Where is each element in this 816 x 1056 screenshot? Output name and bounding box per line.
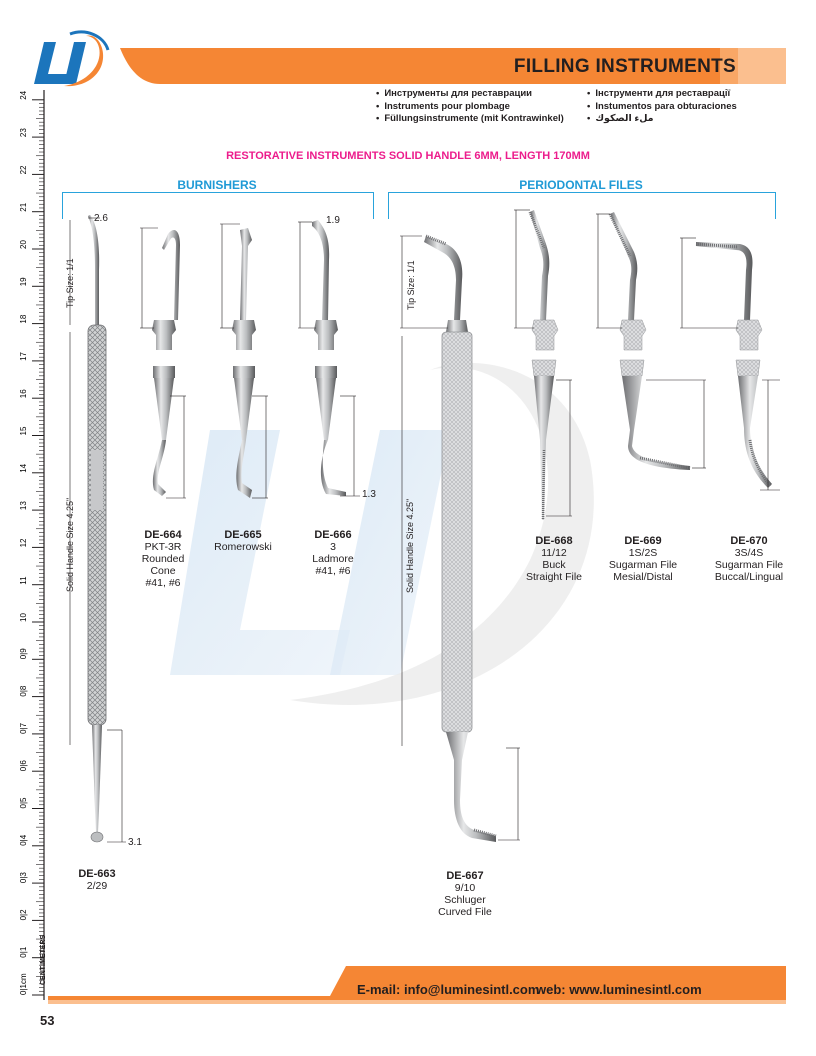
instrument-caption — [298, 529, 368, 577]
company-logo — [34, 30, 114, 88]
instrument-caption — [512, 535, 596, 583]
language-item: • Инструменты для реставрации — [376, 88, 564, 101]
ruler-number: 23 — [19, 128, 28, 138]
instrument-de669 — [596, 212, 706, 470]
instrument-caption — [203, 529, 283, 553]
tip-size-label: Tip Size: 1/1 — [65, 258, 75, 308]
handle-size-label: Solid Handle Size 4.25" — [405, 498, 415, 593]
dimension-label: 1.3 — [362, 489, 376, 500]
instrument-de667 — [400, 236, 520, 842]
instrument-de664 — [140, 228, 186, 498]
instrument-line: 3 — [330, 541, 336, 553]
instrument-code: DE-663 — [78, 868, 116, 880]
instrument-line: 3S/4S — [734, 547, 764, 559]
footer-website: web: www.luminesintl.com — [536, 982, 702, 997]
instrument-code: DE-665 — [224, 529, 262, 541]
instrument-line: Curved File — [438, 906, 492, 918]
language-item: • Instumentos para obturaciones — [587, 101, 737, 114]
handle-size-label: Solid Handle Size 4.25" — [65, 497, 75, 592]
ruler-number: 15 — [19, 426, 28, 436]
instrument-de668 — [514, 210, 572, 520]
ruler-number: 16 — [19, 389, 28, 399]
ruler-number: 22 — [19, 165, 28, 175]
section-title-burnishers: BURNISHERS — [177, 178, 257, 192]
ruler-number: 18 — [19, 314, 28, 324]
product-subtitle: RESTORATIVE INSTRUMENTS SOLID HANDLE 6MM, LENGTH 170MM — [226, 150, 590, 162]
ruler-number: 10 — [19, 613, 28, 622]
ruler-number: 0|3 — [19, 872, 28, 884]
instrument-caption — [598, 535, 688, 583]
instrument-line: Romerowski — [214, 541, 272, 553]
instrument-caption — [704, 535, 794, 583]
instrument-caption — [425, 870, 505, 918]
instrument-line: Buck — [542, 559, 566, 571]
ruler-number: 0|8 — [19, 685, 28, 697]
instrument-de665 — [220, 224, 268, 498]
ruler-number: 0|2 — [19, 909, 28, 921]
instrument-code: DE-666 — [314, 529, 352, 541]
instrument-line: #41, #6 — [145, 577, 181, 589]
instrument-line: Schluger — [444, 894, 486, 906]
instrument-de670 — [680, 238, 780, 490]
instrument-line: Rounded — [141, 553, 185, 565]
instrument-code: DE-664 — [144, 529, 182, 541]
ruler-number: 0|6 — [19, 760, 28, 772]
language-list-right — [587, 88, 737, 126]
ruler-number: 14 — [19, 463, 28, 473]
ruler-number: 21 — [19, 202, 28, 212]
ruler-unit-label: CENTIMETERS — [40, 934, 47, 985]
instrument-line: 2/29 — [86, 880, 108, 892]
instrument-line: Mesial/Distal — [613, 571, 673, 583]
instrument-line: Sugarman File — [714, 559, 784, 571]
instrument-line: Cone — [150, 565, 176, 577]
page-number: 53 — [40, 1013, 55, 1028]
language-list-left — [376, 88, 564, 126]
instrument-de663 — [88, 215, 106, 842]
ruler-number: 24 — [19, 90, 28, 100]
instrument-line: Sugarman File — [608, 559, 678, 571]
ruler-number: 11 — [19, 576, 28, 585]
dimension-label: 1.9 — [326, 215, 340, 226]
language-item: • Instruments pour plombage — [376, 101, 564, 114]
ruler-number: 0|4 — [19, 834, 28, 846]
ruler-number: 0|7 — [19, 722, 28, 734]
instrument-line: Straight File — [525, 571, 583, 583]
dimension-label: 3.1 — [128, 837, 142, 848]
instrument-line: 9/10 — [454, 882, 476, 894]
page-title: FILLING INSTRUMENTS — [513, 56, 736, 77]
ruler-number: 13 — [19, 501, 28, 511]
ruler-number: 0|1cm — [19, 973, 28, 995]
instrument-code: DE-669 — [624, 535, 662, 547]
instrument-de666 — [298, 220, 360, 496]
language-item: • ملء الصكوك — [587, 113, 737, 126]
instrument-line: #41, #6 — [315, 565, 351, 577]
instrument-line: Buccal/Lingual — [714, 571, 784, 583]
ruler-number: 0|1 — [19, 946, 28, 958]
dimension-label: 2.6 — [94, 213, 108, 224]
ruler-number: 19 — [19, 277, 28, 287]
tip-size-label: Tip Size: 1/1 — [406, 260, 416, 310]
instrument-line: Ladmore — [312, 553, 354, 565]
instrument-line: 11/12 — [541, 547, 567, 559]
instrument-caption — [62, 868, 132, 892]
instrument-line: PKT-3R — [144, 541, 182, 553]
ruler-number: 0|9 — [19, 648, 28, 660]
instrument-code: DE-667 — [446, 870, 484, 882]
ruler-number: 17 — [19, 351, 28, 361]
ruler-number: 20 — [19, 240, 28, 249]
ruler-number: 12 — [19, 538, 28, 548]
instrument-code: DE-668 — [535, 535, 573, 547]
language-item: • Füllungsinstrumente (mit Kontrawinkel) — [376, 113, 564, 126]
ruler-number: 0|5 — [19, 797, 28, 809]
instrument-code: DE-670 — [730, 535, 768, 547]
instrument-line: 1S/2S — [628, 547, 658, 559]
instrument-caption — [128, 529, 198, 589]
centimeter-ruler — [0, 90, 50, 1005]
section-title-periodontal: PERIODONTAL FILES — [519, 178, 643, 192]
language-item: • Інструменти для реставрації — [587, 88, 737, 101]
footer-email: E-mail: info@luminesintl.com — [357, 982, 540, 997]
